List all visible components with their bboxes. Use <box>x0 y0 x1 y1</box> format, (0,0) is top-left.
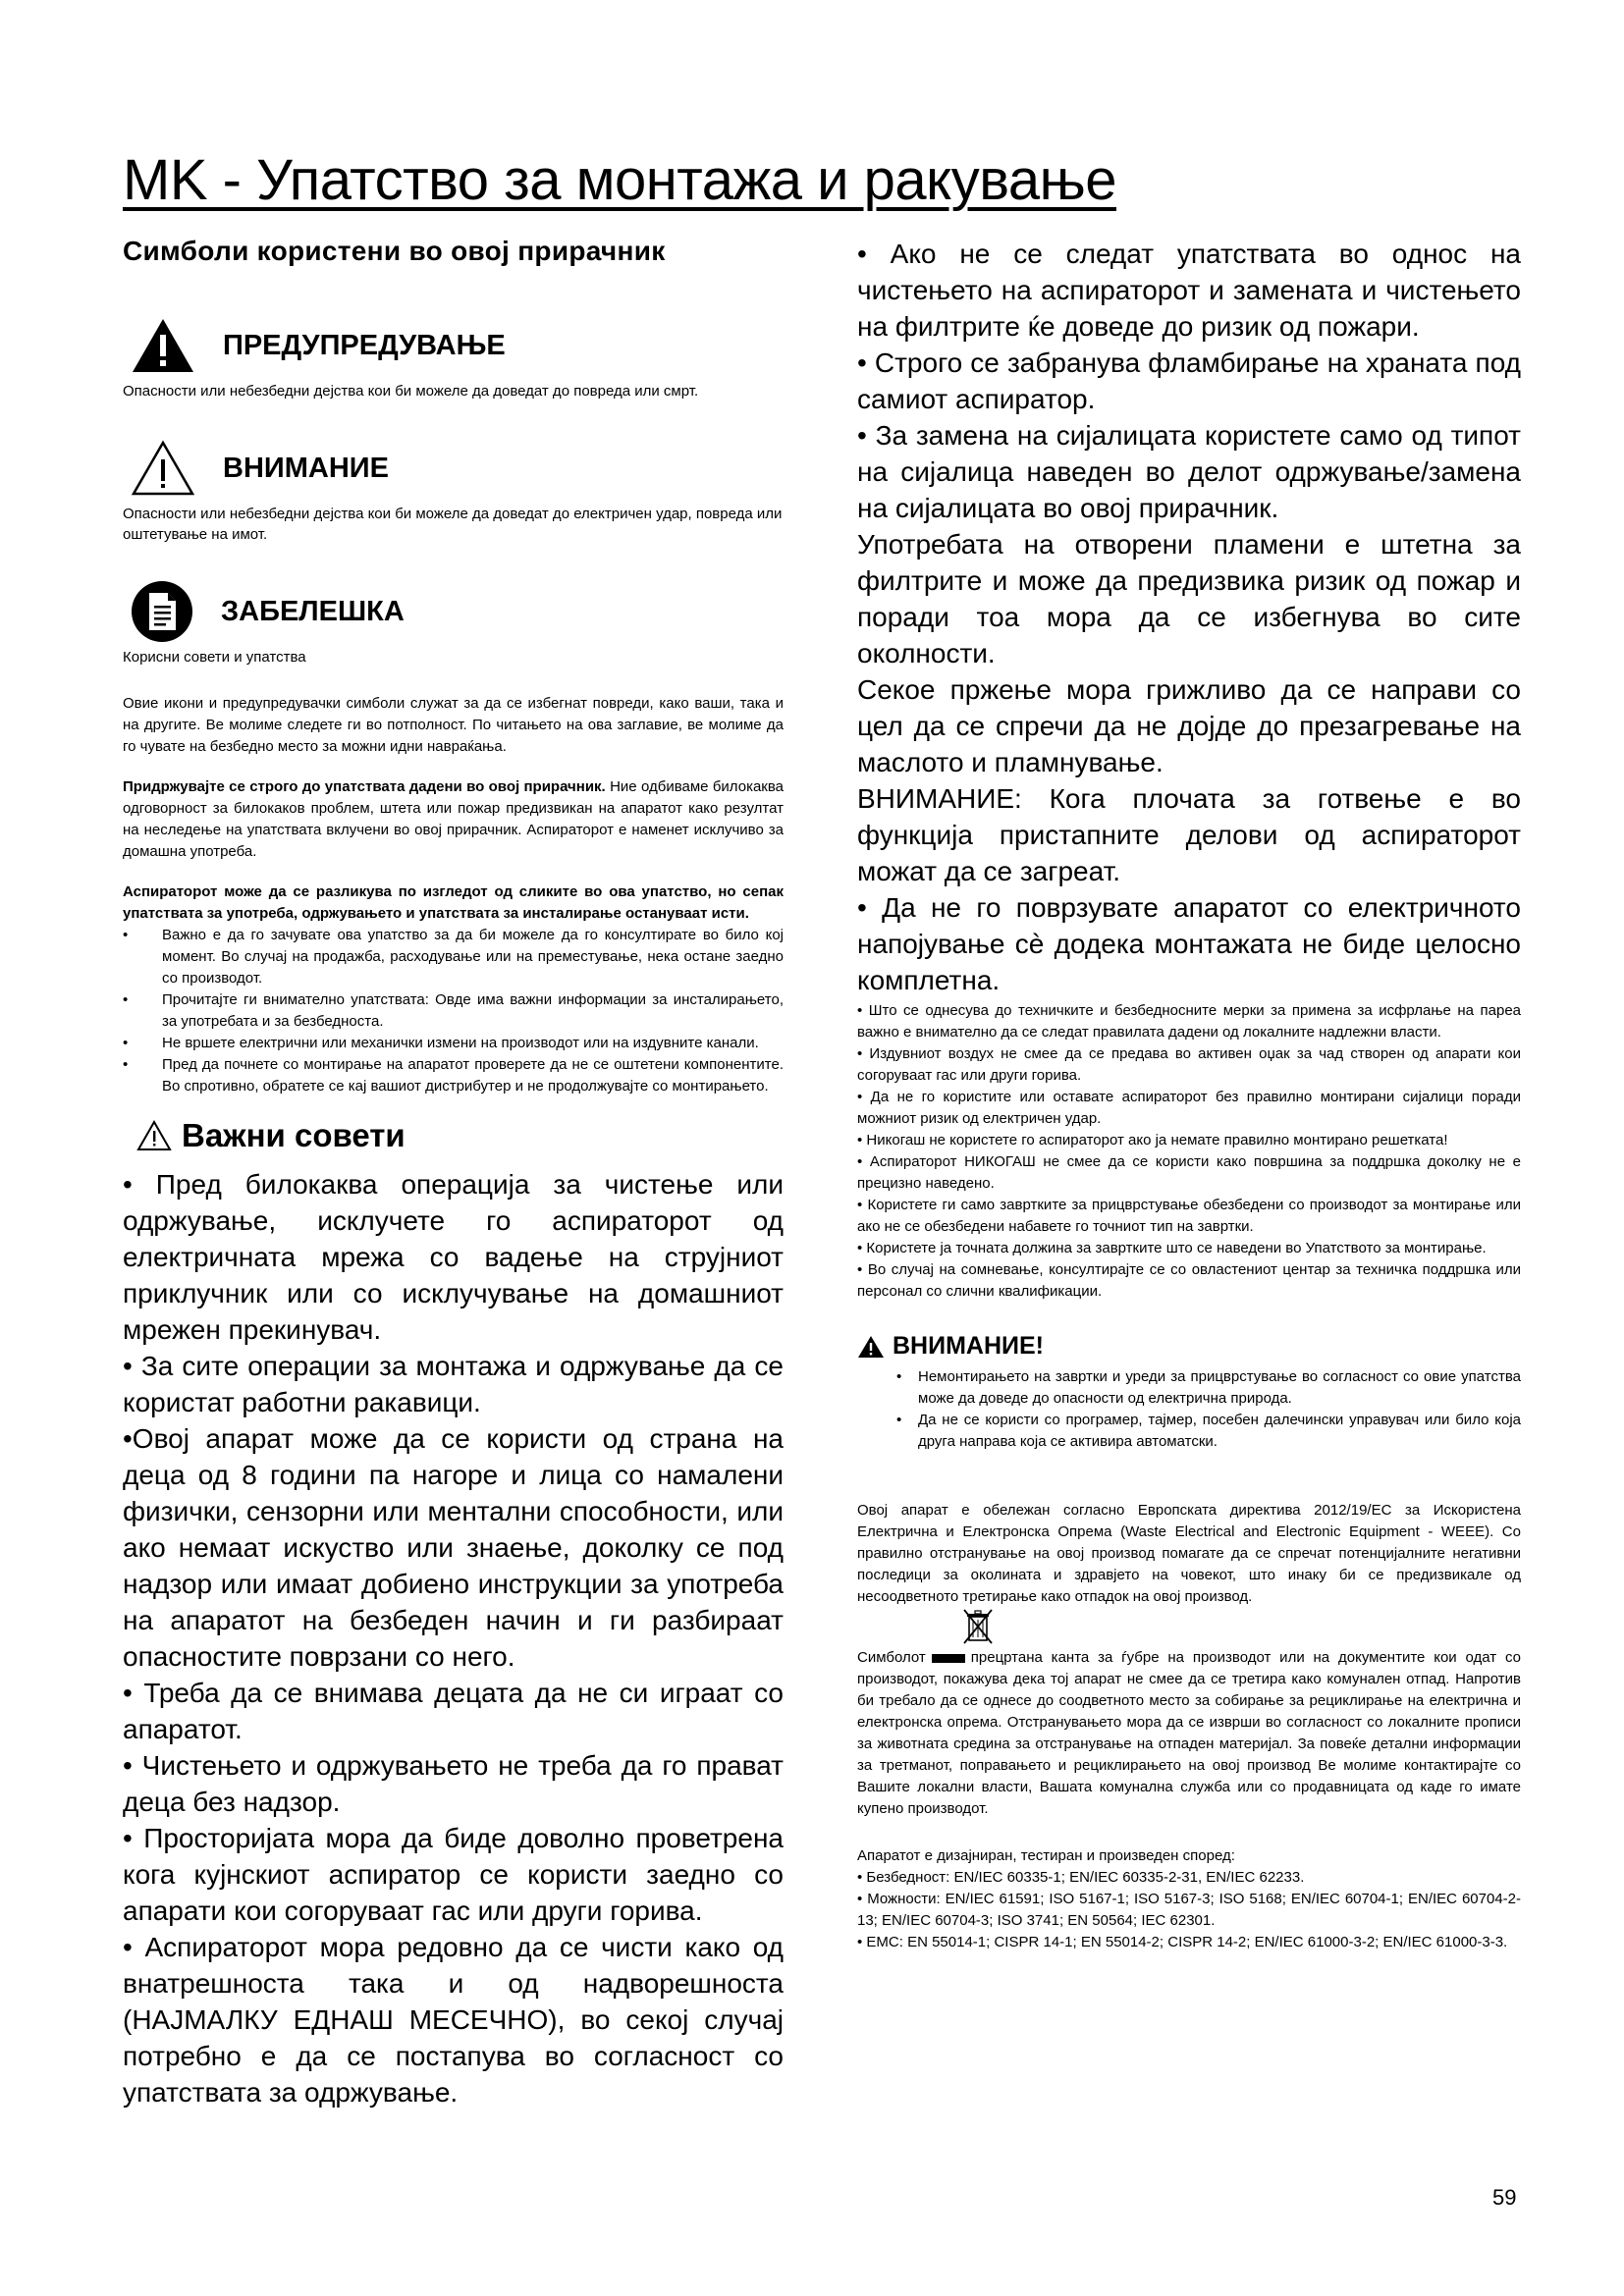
list-item: • Пред билокаква операција за чистење или одржување, исклучете го аспираторот од електричната мрежа со вадење на струјниот приклучник или со исклучување на домашниот мрежен прекинувач. <box>123 1169 784 1345</box>
list-item: • Што се однесува до техничките и безбедносните мерки за примена за исфрлање на пареа важно е внимателно да се следат правилата дадени од локалните надлежни власти. <box>857 1002 1521 1041</box>
list-item: • Во случај на сомневање, консултирајте се со овластениот центар за техничка поддршка или персонал со слични квалификации. <box>857 1261 1521 1300</box>
attention-label: ВНИМАНИЕ <box>223 452 389 484</box>
list-item: • Издувниот воздух не смее да се предава во активен оџак за чад створен од апарати кои согоруваат гас или други горива. <box>857 1045 1521 1084</box>
technical-notes <box>857 1000 1521 1303</box>
symbol-paragraph: Симболот прецртана канта за ѓубре на производот или на документите кои одат со производот, покажува дека тој апарат не смее да се третира како комунален отпад. Напротив би требало да се однесе до соодветното место за собирање за рециклирање на електрична и електронска опрема. Отстранувањето мора да се изврши во согласност со локалните прописи за животната средина за отстранување на отпаден материјал. За повеќе детални информации за третманот, поправањето и рециклирањето на овој производ Ве молиме контактирајте со Вашите локални власти, Вашата комунална служба или со продавницата од каде го имате купено производот. <box>857 1649 1521 1817</box>
symbols-section-title: Симболи користени во овој прирачник <box>123 236 666 266</box>
list-item: • Строго се забранува фламбирање на храната под самиот аспиратор. <box>857 347 1521 414</box>
note-label: ЗАБЕЛЕШКА <box>221 595 405 627</box>
warning-bullets <box>857 1366 1521 1453</box>
list-item: • Чистењето и одржувањето не треба да го прават деца без надзор. <box>123 1750 784 1817</box>
list-item: • Ако не се следат упатствата во однос на чистењето на аспираторот и замената и чистењето на филтрите ќе доведе до ризик од пожари. <box>857 239 1521 342</box>
warning-label: ПРЕДУПРЕДУВАЊЕ <box>223 329 506 361</box>
safety-paragraphs <box>857 236 1521 998</box>
warning-triangle-icon <box>131 317 195 374</box>
list-item: • Користете ја точната должина за завртките што се наведени во Упатството за монтирање. <box>857 1240 1487 1256</box>
crossed-bin-icon <box>962 1608 994 1645</box>
warning-description: Опасности или небезбедни дејства кои би можеле да доведат до повреда или смрт. <box>123 383 699 400</box>
page-number: 59 <box>1492 2185 1517 2210</box>
page-title: MK - Упатство за монтажа и ракување <box>123 148 1116 212</box>
general-bullets <box>123 925 784 1097</box>
list-item: •Овој апарат може да се користи од страна на деца од 8 години па нагоре и лица со намалени физички, сензорни или ментални способности, или ако немаат искуство или знаење, доколку се под надзор или имаат добиено инструкции за употреба на апаратот на безбеден начин и ги разбираат опасностите поврзани со него. <box>123 1423 784 1672</box>
left-column <box>123 236 784 2110</box>
list-item: Секое пржење мора грижливо да се направи со цел да се спречи да не дојде до презагревање на маслото и пламнување. <box>857 674 1521 777</box>
list-item: • За сите операции за монтажа и одржување да се користат работни ракавици. <box>123 1351 784 1417</box>
list-item: • Можности: EN/IEC 61591; ISO 5167-1; ISO 5167-3; ISO 5168; EN/IEC 60704-1; EN/IEC 60704-2-13; EN/IEC 60704-3; ISO 3741; EN 50564; IEC 62301. <box>857 1891 1521 1929</box>
standards-list <box>857 1867 1521 1953</box>
right-column <box>857 236 1521 1953</box>
list-item: • Безбедност: EN/IEC 60335-1; EN/IEC 60335-2-31, EN/IEC 62233. <box>857 1869 1305 1886</box>
weee-paragraph: Овој апарат е обележан согласно Европската директива 2012/19/EC за Искористена Електрична и Електронска Опрема (Waste Electrical and Electronic Equipment - WEEE). Со правилно отстранување на овој производ помагате да се спречат потенцијалните негативни последици за околината и здравјето на човекот, што инаку би се предизвикале од несоодветното третирање како отпадок на овој производ. <box>857 1502 1521 1605</box>
list-item: • Не вршете електрични или механички измени на производот или на издувните канали. <box>123 1035 759 1051</box>
important-advice-list <box>123 1166 784 2110</box>
black-bar-icon <box>932 1654 965 1663</box>
list-item: • Пред да почнете со монтирање на апаратот проверете да не се оштетени компонентите. Во спротивно, обратете се кај вашиот дистрибутер и не продолжувајте со монтирањето. <box>123 1056 784 1095</box>
symbol-attention <box>123 437 784 545</box>
designed-intro: Апаратот е дизајниран, тестиран и произведен според: <box>857 1847 1235 1864</box>
list-item: • Да не се користи со програмер, тајмер, посебен далечински управувач или било која друга направа која се активира автоматски. <box>896 1412 1521 1450</box>
note-description: Корисни совети и упатства <box>123 649 306 666</box>
warning-triangle-icon <box>857 1335 885 1359</box>
list-item: • За замена на сијалицата користете само од типот на сијалица наведен во делот одржување/замена на сијалицата во овој прирачник. <box>857 420 1521 523</box>
note-document-icon <box>131 580 193 643</box>
list-item: • Просторијата мора да биде доволно проветрена кога кујнскиот аспиратор се користи заедно со апарати кои согоруваат гас или други горива. <box>123 1823 784 1926</box>
list-item: • Да не го користите или оставате аспираторот без правилно монтирани сијалици поради можниот ризик од електричен удар. <box>857 1089 1521 1127</box>
list-item: • Да не го поврзувате апаратот со електричното напојување сè додека монтажата не биде целосно комплетна. <box>857 892 1521 995</box>
follow-instructions-paragraph: Придржувајте се строго до упатствата дадени во овој прирачник. Ние одбиваме билокаква одговорност за билокаков проблем, штета или пожар предизвикан на апаратот како резултат на неследење на упатствата вклучени во овој прирачник. Аспираторот е наменет исклучиво за домашна употреба. <box>123 778 785 860</box>
list-item: • Прочитајте ги внимателно упатствата: Овде има важни информации за инсталирањето, за употребата и за безбедноста. <box>123 991 784 1030</box>
symbol-warning <box>123 314 784 401</box>
list-item: Употребата на отворени пламени е штетна за филтрите и може да предизвика ризик од пожар и поради тоа мора да се избегнува во сите околности. <box>857 529 1521 668</box>
list-item: • Важно е да го зачувате ова упатство за да би можеле да го консултирате во било кој момент. Во случај на продажба, расходување или на преместување, нека остане заедно со производот. <box>123 927 784 987</box>
list-item: ВНИМАНИЕ: Кога плочата за готвење е во функција пристапните делови од аспираторот можат да се загреат. <box>857 783 1521 886</box>
appearance-difference-paragraph: Аспираторот може да се разликува по изгледот од сликите во ова упатство, но сепак упатствата за употреба, одржувањето и упатствата за инсталирање остануваат исти. <box>123 883 784 922</box>
attention-description: Опасности или небезбедни дејства кои би можеле да доведат до електричен удар, повреда или оштетување на имот. <box>123 506 783 543</box>
warning-heading: ВНИМАНИЕ! <box>857 1332 1521 1361</box>
list-item: • Аспираторот мора редовно да се чисти како од внатрешноста така и од надворешноста (НАЈМАЛКУ ЕДНАШ МЕСЕЧНО), во секој случај потребно е да се постапува во согласност со упатствата за одржување. <box>123 1932 784 2108</box>
list-item: • Аспираторот НИКОГАШ не смее да се користи како површина за поддршка доколку не е прецизно наведено. <box>857 1153 1521 1192</box>
symbol-note <box>123 580 784 667</box>
list-item: • Користете ги само завртките за прицврстување обезбедени со производот за монтирање или ако не се обезбедени набавете го точниот тип на завртки. <box>857 1197 1521 1235</box>
list-item: • Никогаш не користете го аспираторот ако ја немате правилно монтирано решетката! <box>857 1132 1448 1148</box>
attention-triangle-icon <box>131 440 195 497</box>
icons-paragraph: Овие икони и предупредувачки симболи служат за да се избегнат повреди, како ваши, така и на другите. Ве молиме следете ги во потполност. По читањето на ова заглавие, ве молиме да го чувате на безбедно место за можни идни навраќања. <box>123 695 784 755</box>
list-item: • Треба да се внимава децата да не си играат со апаратот. <box>123 1678 784 1744</box>
list-item: • EMC: EN 55014-1; CISPR 14-1; EN 55014-2; CISPR 14-2; EN/IEC 61000-3-2; EN/IEC 61000-3-3. <box>857 1934 1508 1950</box>
list-item: • Немонтирањето на завртки и уреди за прицврстување во согласност со овие упатства може да доведе до опасности од електрична природа. <box>896 1368 1521 1407</box>
attention-triangle-icon <box>136 1120 172 1151</box>
important-advice-heading: Важни совети <box>136 1117 784 1154</box>
